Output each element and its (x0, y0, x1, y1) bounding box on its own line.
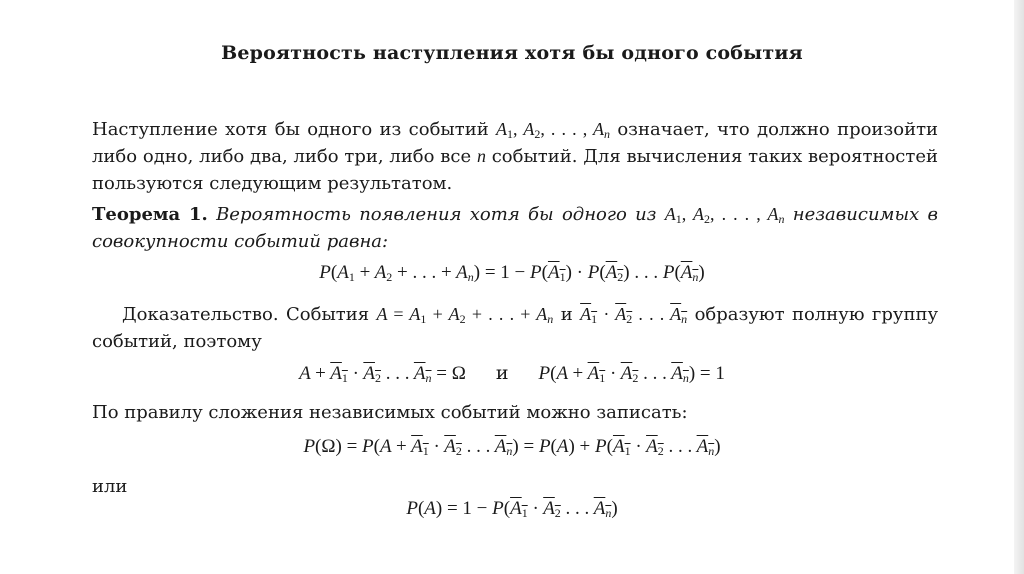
proof-and: и (553, 304, 581, 325)
theorem-label: Теорема 1. (92, 204, 208, 225)
formula-theorem: $P(A_1 + A_2$ + . . . + $A_n) = 1 - P(A_1) \cdot P(A_2)$ . . . $P(A_n)$ (319, 262, 705, 284)
proof-text-before: Доказательство. События (122, 304, 377, 325)
formula-addition-rule: $P(\Omega) = P(A + A_1 \cdot A_2$ . . . $A_n) = P(A) + P(A_1 \cdot A_2$ . . . $A_n$) (303, 436, 721, 458)
intro-text-end: событий. Для вычисления таких вероятностей пользуются следующим результатом. (92, 146, 938, 194)
rule-paragraph (92, 399, 938, 426)
theorem-text-before: Вероятность появления хотя бы одного из (207, 204, 665, 225)
formula-result: $P(A) = 1 - P(A_1 \cdot A_2$ . . . $A_n$) (406, 498, 618, 520)
or-text: или (92, 476, 128, 497)
intro-text-after: означает, что должно произойти либо одно, либо два, либо три, либо все (92, 119, 939, 167)
page-title: Вероятность наступления хотя бы одного события (221, 42, 803, 64)
proof-expr-b: $A_1 \cdot A_2$ . . . $A_n$ (580, 304, 688, 326)
formula-full-group: $A + A_1 \cdot A_2$ . . . $A_n = \Omega$ и $P(A + A_1 \cdot A_2$ . . . $A_n) = 1$ (299, 362, 725, 385)
theorem-events-math: $A_1$, $A_2$, . . . , $A_n$ (664, 204, 785, 226)
proof-expr-a: $A = A_1 + A_2$ + . . . + $A_n$ (376, 304, 554, 326)
theorem-paragraph (92, 201, 938, 255)
intro-text-before: Наступление хотя бы одного из событий (92, 119, 497, 140)
theorem-text-after: независимых в совокупности событий равна: (92, 204, 939, 252)
page-edge-shadow (1014, 0, 1024, 574)
formula2-and: и (495, 362, 509, 384)
intro-events-math: $A_1$, $A_2$, . . . , $A_n$ (496, 119, 610, 141)
rule-text: По правилу сложения независимых событий можно записать: (92, 402, 688, 423)
or-paragraph (92, 473, 938, 500)
proof-text-after: образуют полную группу событий, поэтому (92, 304, 939, 352)
proof-paragraph (92, 301, 938, 355)
intro-paragraph (92, 116, 938, 197)
intro-n-math: n (476, 146, 486, 166)
